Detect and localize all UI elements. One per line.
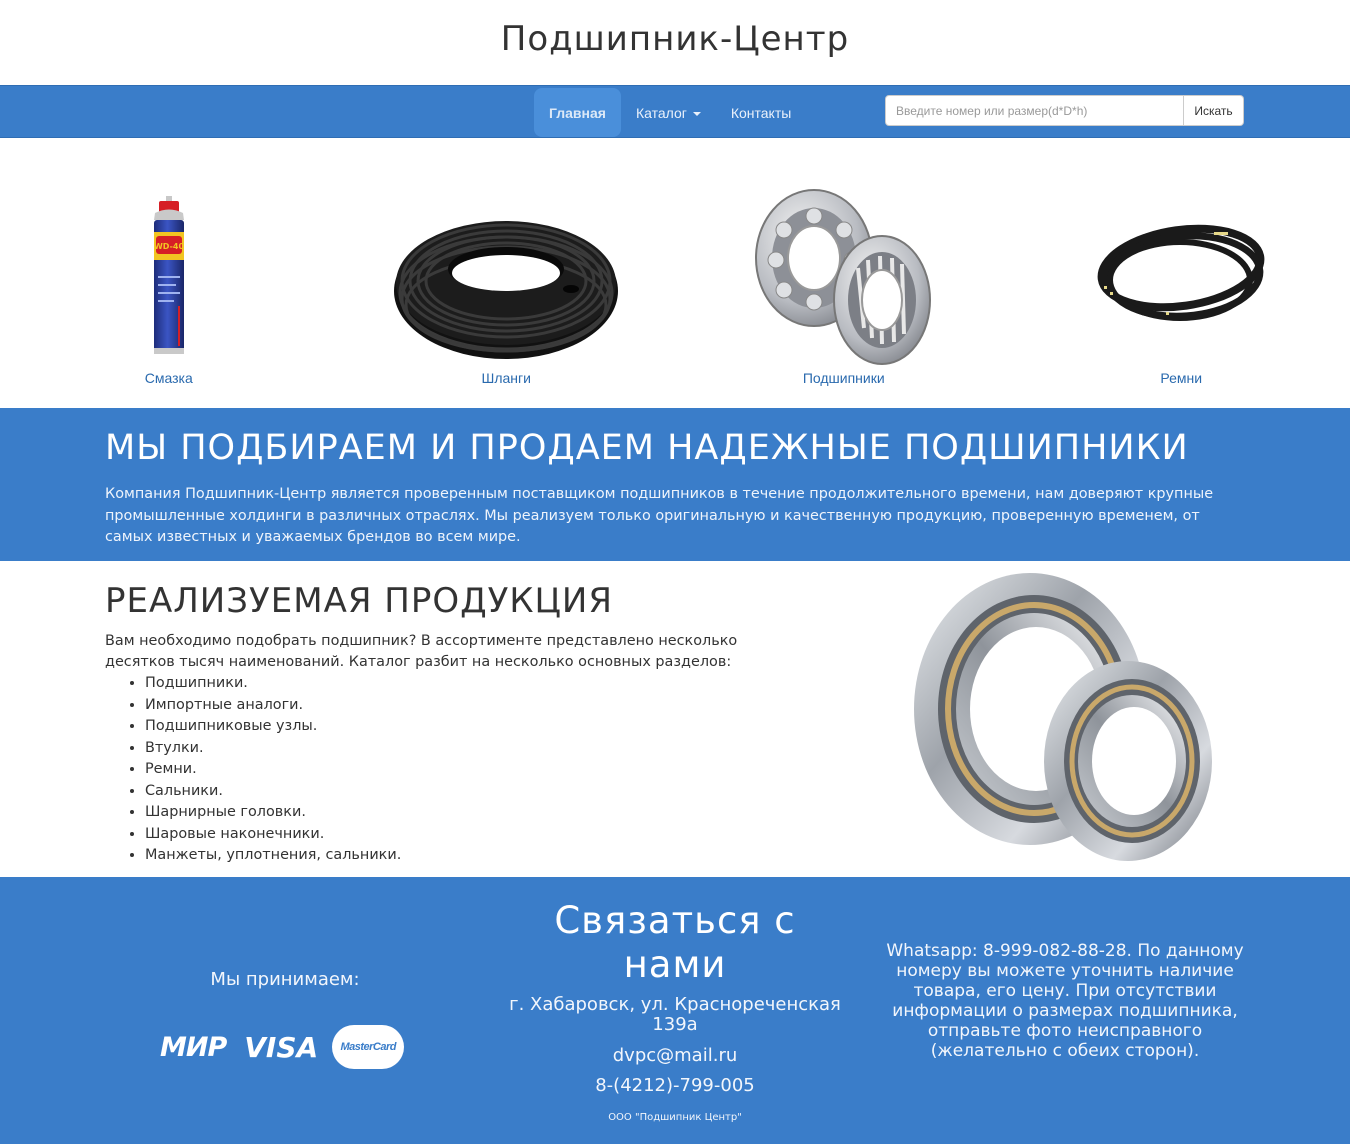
hero-text: Компания Подшипник-Центр является проверенным поставщиком подшипников в течение продолжительного времени, нам доверяют крупные промышленные холдинги в различных отраслях. Мы реализуем только оригинальную и качественную продукцию, проверенную временем, от самых известных и уважаемых брендов во всем мире. — [105, 486, 1214, 545]
site-header — [0, 0, 1350, 85]
mir-logo: МИР — [160, 1031, 227, 1063]
list-item: • Подшипниковые узлы. — [145, 716, 805, 738]
nav-item-home[interactable]: Главная — [534, 88, 621, 137]
category-belts[interactable] — [1013, 138, 1350, 408]
list-item: • Шаровые наконечники. — [145, 824, 805, 846]
nav-links — [534, 86, 806, 139]
category-label-bearings[interactable]: Подшипники — [802, 370, 885, 386]
site-title: Подшипник-Центр — [500, 18, 850, 59]
can-label: WD-40 — [153, 242, 184, 251]
search-button[interactable]: Искать — [1184, 95, 1244, 126]
spray-can-image[interactable] — [0, 196, 338, 358]
list-item: • Импортные аналоги. — [145, 695, 805, 717]
category-lubricant[interactable] — [0, 138, 338, 408]
category-hoses[interactable] — [338, 138, 676, 408]
list-item: • Ремни. — [145, 759, 805, 781]
category-bearings[interactable] — [675, 138, 1013, 408]
category-label-belts[interactable]: Ремни — [1160, 370, 1203, 386]
contact-address: г. Хабаровск, ул. Краснореченская 139а — [509, 994, 841, 1035]
copyright: ООО "Подшипник Центр" — [608, 1112, 742, 1123]
list-item: • Шарнирные головки. — [145, 802, 805, 824]
contact-title: Связаться с нами — [554, 899, 796, 986]
caret-down-icon — [693, 112, 701, 116]
footer — [0, 877, 1350, 1144]
visa-logo: VISA — [244, 1030, 319, 1064]
list-item: • Втулки. — [145, 738, 805, 760]
hero-section — [0, 408, 1350, 561]
hose-coil-image[interactable] — [338, 203, 676, 363]
products-section — [0, 561, 1350, 877]
category-label-lubricant[interactable]: Смазка — [144, 370, 193, 386]
category-label-hoses[interactable]: Шланги — [481, 370, 531, 386]
nav-item-catalog-label: Каталог — [635, 104, 687, 121]
whatsapp-info: Whatsapp: 8-999-082-88-28. По данному номеру вы можете уточнить наличие товара, его цену. При отсутствии информации о размерах подшипника, отправьте фото неисправного (желательно с обеих сторон). — [886, 941, 1244, 1061]
list-item: • Манжеты, уплотнения, сальники. — [145, 845, 805, 867]
belts-image[interactable] — [1013, 216, 1350, 328]
products-list — [145, 673, 805, 867]
nav-item-contacts[interactable]: Контакты — [730, 104, 792, 121]
bearings-image[interactable] — [675, 188, 1013, 368]
search-input[interactable] — [885, 95, 1184, 126]
contact-email[interactable]: dvpc@mail.ru — [612, 1045, 738, 1066]
nav-item-catalog[interactable] — [621, 88, 716, 137]
list-item: • Сальники. — [145, 781, 805, 803]
products-content — [105, 581, 805, 867]
products-intro: Вам необходимо подобрать подшипник? В ассортименте представлено несколько десятков тысяч наименований. Каталог разбит на несколько основных разделов: — [105, 633, 738, 670]
large-bearings-image — [912, 569, 1212, 868]
payment-logos — [160, 1025, 404, 1069]
contact-phone[interactable]: 8-(4212)-799-005 — [595, 1075, 755, 1096]
mastercard-logo: MasterCard — [332, 1025, 404, 1069]
search-form — [885, 95, 1244, 126]
navbar — [0, 85, 1350, 138]
category-row — [0, 138, 1350, 408]
contact-column — [505, 899, 845, 1123]
list-item: • Подшипники. — [145, 673, 805, 695]
payment-title: Мы принимаем: — [210, 969, 360, 990]
products-title: РЕАЛИЗУЕМАЯ ПРОДУКЦИЯ — [105, 581, 613, 621]
hero-title: МЫ ПОДБИРАЕМ И ПРОДАЕМ НАДЕЖНЫЕ ПОДШИПНИКИ — [105, 428, 1189, 468]
